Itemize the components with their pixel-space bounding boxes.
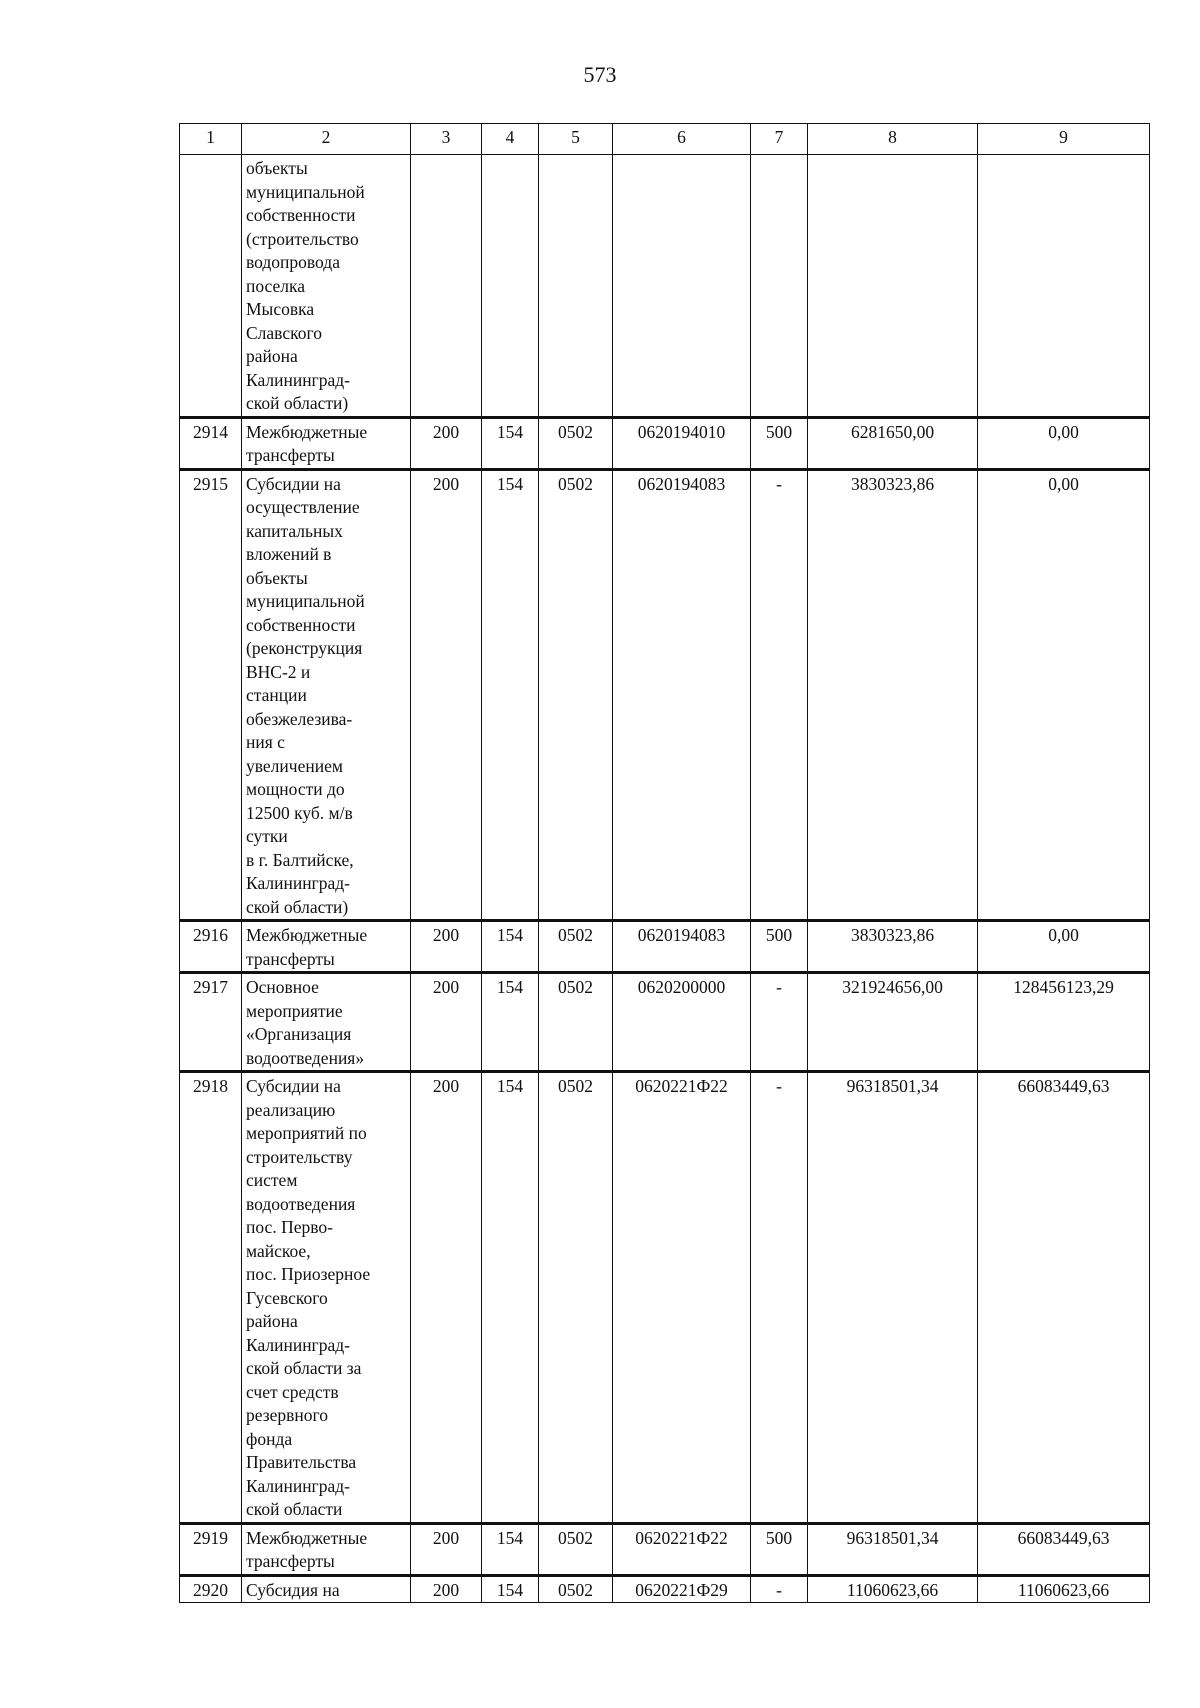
table-header-row xyxy=(180,124,1150,155)
column-header: 4 xyxy=(482,124,539,155)
row-number: 2920 xyxy=(180,1575,242,1603)
cell-col9: 0,00 xyxy=(978,921,1150,973)
cell-col8: 6281650,00 xyxy=(808,417,978,469)
cell-col7: 500 xyxy=(751,1523,808,1575)
cell-col8 xyxy=(808,155,978,418)
cell-col5: 0502 xyxy=(539,921,613,973)
cell-col4: 154 xyxy=(482,417,539,469)
cell-col3: 200 xyxy=(411,973,482,1072)
budget-table xyxy=(179,123,1150,1603)
cell-col4: 154 xyxy=(482,1523,539,1575)
column-header: 5 xyxy=(539,124,613,155)
cell-col7: - xyxy=(751,469,808,921)
row-number: 2916 xyxy=(180,921,242,973)
cell-col6: 0620221Ф22 xyxy=(613,1523,751,1575)
cell-col5: 0502 xyxy=(539,417,613,469)
cell-col9: 128456123,29 xyxy=(978,973,1150,1072)
cell-col7: 500 xyxy=(751,921,808,973)
column-header: 8 xyxy=(808,124,978,155)
cell-col9: 66083449,63 xyxy=(978,1072,1150,1524)
cell-col8: 3830323,86 xyxy=(808,921,978,973)
cell-col7: - xyxy=(751,1575,808,1603)
table-row xyxy=(180,155,1150,418)
row-number: 2917 xyxy=(180,973,242,1072)
cell-col8: 3830323,86 xyxy=(808,469,978,921)
row-description: Межбюджетные трансферты xyxy=(242,1523,411,1575)
row-description: Основное мероприятие «Организация водоотведения» xyxy=(242,973,411,1072)
table-row xyxy=(180,1072,1150,1524)
column-header: 7 xyxy=(751,124,808,155)
column-header: 2 xyxy=(242,124,411,155)
page-number: 573 xyxy=(583,62,617,87)
cell-col9 xyxy=(978,155,1150,418)
cell-col4: 154 xyxy=(482,973,539,1072)
cell-col6 xyxy=(613,155,751,418)
cell-col4: 154 xyxy=(482,469,539,921)
cell-col9: 0,00 xyxy=(978,417,1150,469)
cell-col6: 0620221Ф29 xyxy=(613,1575,751,1603)
cell-col9: 0,00 xyxy=(978,469,1150,921)
cell-col4: 154 xyxy=(482,921,539,973)
cell-col7: 500 xyxy=(751,417,808,469)
cell-col8: 96318501,34 xyxy=(808,1072,978,1524)
cell-col3: 200 xyxy=(411,1523,482,1575)
row-description: Субсидии на осуществление капитальных вложений в объекты муниципальной собственности (реконструкция ВНС-2 и станции обезжелезива- ния с увеличением мощности до 12500 куб. м/в сутки в г. Балтийске, Калининград- ской области) xyxy=(242,469,411,921)
cell-col4: 154 xyxy=(482,1575,539,1603)
cell-col3: 200 xyxy=(411,1575,482,1603)
cell-col5: 0502 xyxy=(539,1523,613,1575)
table-row xyxy=(180,469,1150,921)
cell-col4: 154 xyxy=(482,1072,539,1524)
row-description: объекты муниципальной собственности (строительство водопровода поселка Мысовка Славского района Калининград- ской области) xyxy=(242,155,411,418)
column-header: 3 xyxy=(411,124,482,155)
cell-col7 xyxy=(751,155,808,418)
cell-col3: 200 xyxy=(411,1072,482,1524)
cell-col6: 0620194083 xyxy=(613,921,751,973)
row-description: Субсидия на xyxy=(242,1575,411,1603)
cell-col5: 0502 xyxy=(539,469,613,921)
cell-col6: 0620221Ф22 xyxy=(613,1072,751,1524)
row-number: 2914 xyxy=(180,417,242,469)
column-header: 9 xyxy=(978,124,1150,155)
cell-col4 xyxy=(482,155,539,418)
row-number: 2918 xyxy=(180,1072,242,1524)
cell-col5: 0502 xyxy=(539,1072,613,1524)
cell-col3 xyxy=(411,155,482,418)
cell-col8: 11060623,66 xyxy=(808,1575,978,1603)
column-header: 6 xyxy=(613,124,751,155)
column-header: 1 xyxy=(180,124,242,155)
table-row xyxy=(180,921,1150,973)
cell-col3: 200 xyxy=(411,469,482,921)
cell-col7: - xyxy=(751,1072,808,1524)
cell-col6: 0620194010 xyxy=(613,417,751,469)
cell-col5: 0502 xyxy=(539,1575,613,1603)
cell-col9: 66083449,63 xyxy=(978,1523,1150,1575)
cell-col8: 96318501,34 xyxy=(808,1523,978,1575)
cell-col5 xyxy=(539,155,613,418)
cell-col9: 11060623,66 xyxy=(978,1575,1150,1603)
row-description: Субсидии на реализацию мероприятий по строительству систем водоотведения пос. Перво- майское, пос. Приозерное Гусевского района Калининград- ской области за счет средств резервного фонда Правительства Калининград- ской области xyxy=(242,1072,411,1524)
row-number: 2919 xyxy=(180,1523,242,1575)
table-row xyxy=(180,1523,1150,1575)
cell-col6: 0620194083 xyxy=(613,469,751,921)
row-number: 2915 xyxy=(180,469,242,921)
cell-col5: 0502 xyxy=(539,973,613,1072)
cell-col6: 0620200000 xyxy=(613,973,751,1072)
cell-col3: 200 xyxy=(411,921,482,973)
table-row xyxy=(180,973,1150,1072)
row-description: Межбюджетные трансферты xyxy=(242,417,411,469)
table-row xyxy=(180,417,1150,469)
row-number xyxy=(180,155,242,418)
cell-col7: - xyxy=(751,973,808,1072)
cell-col8: 321924656,00 xyxy=(808,973,978,1072)
table-row xyxy=(180,1575,1150,1603)
cell-col3: 200 xyxy=(411,417,482,469)
row-description: Межбюджетные трансферты xyxy=(242,921,411,973)
